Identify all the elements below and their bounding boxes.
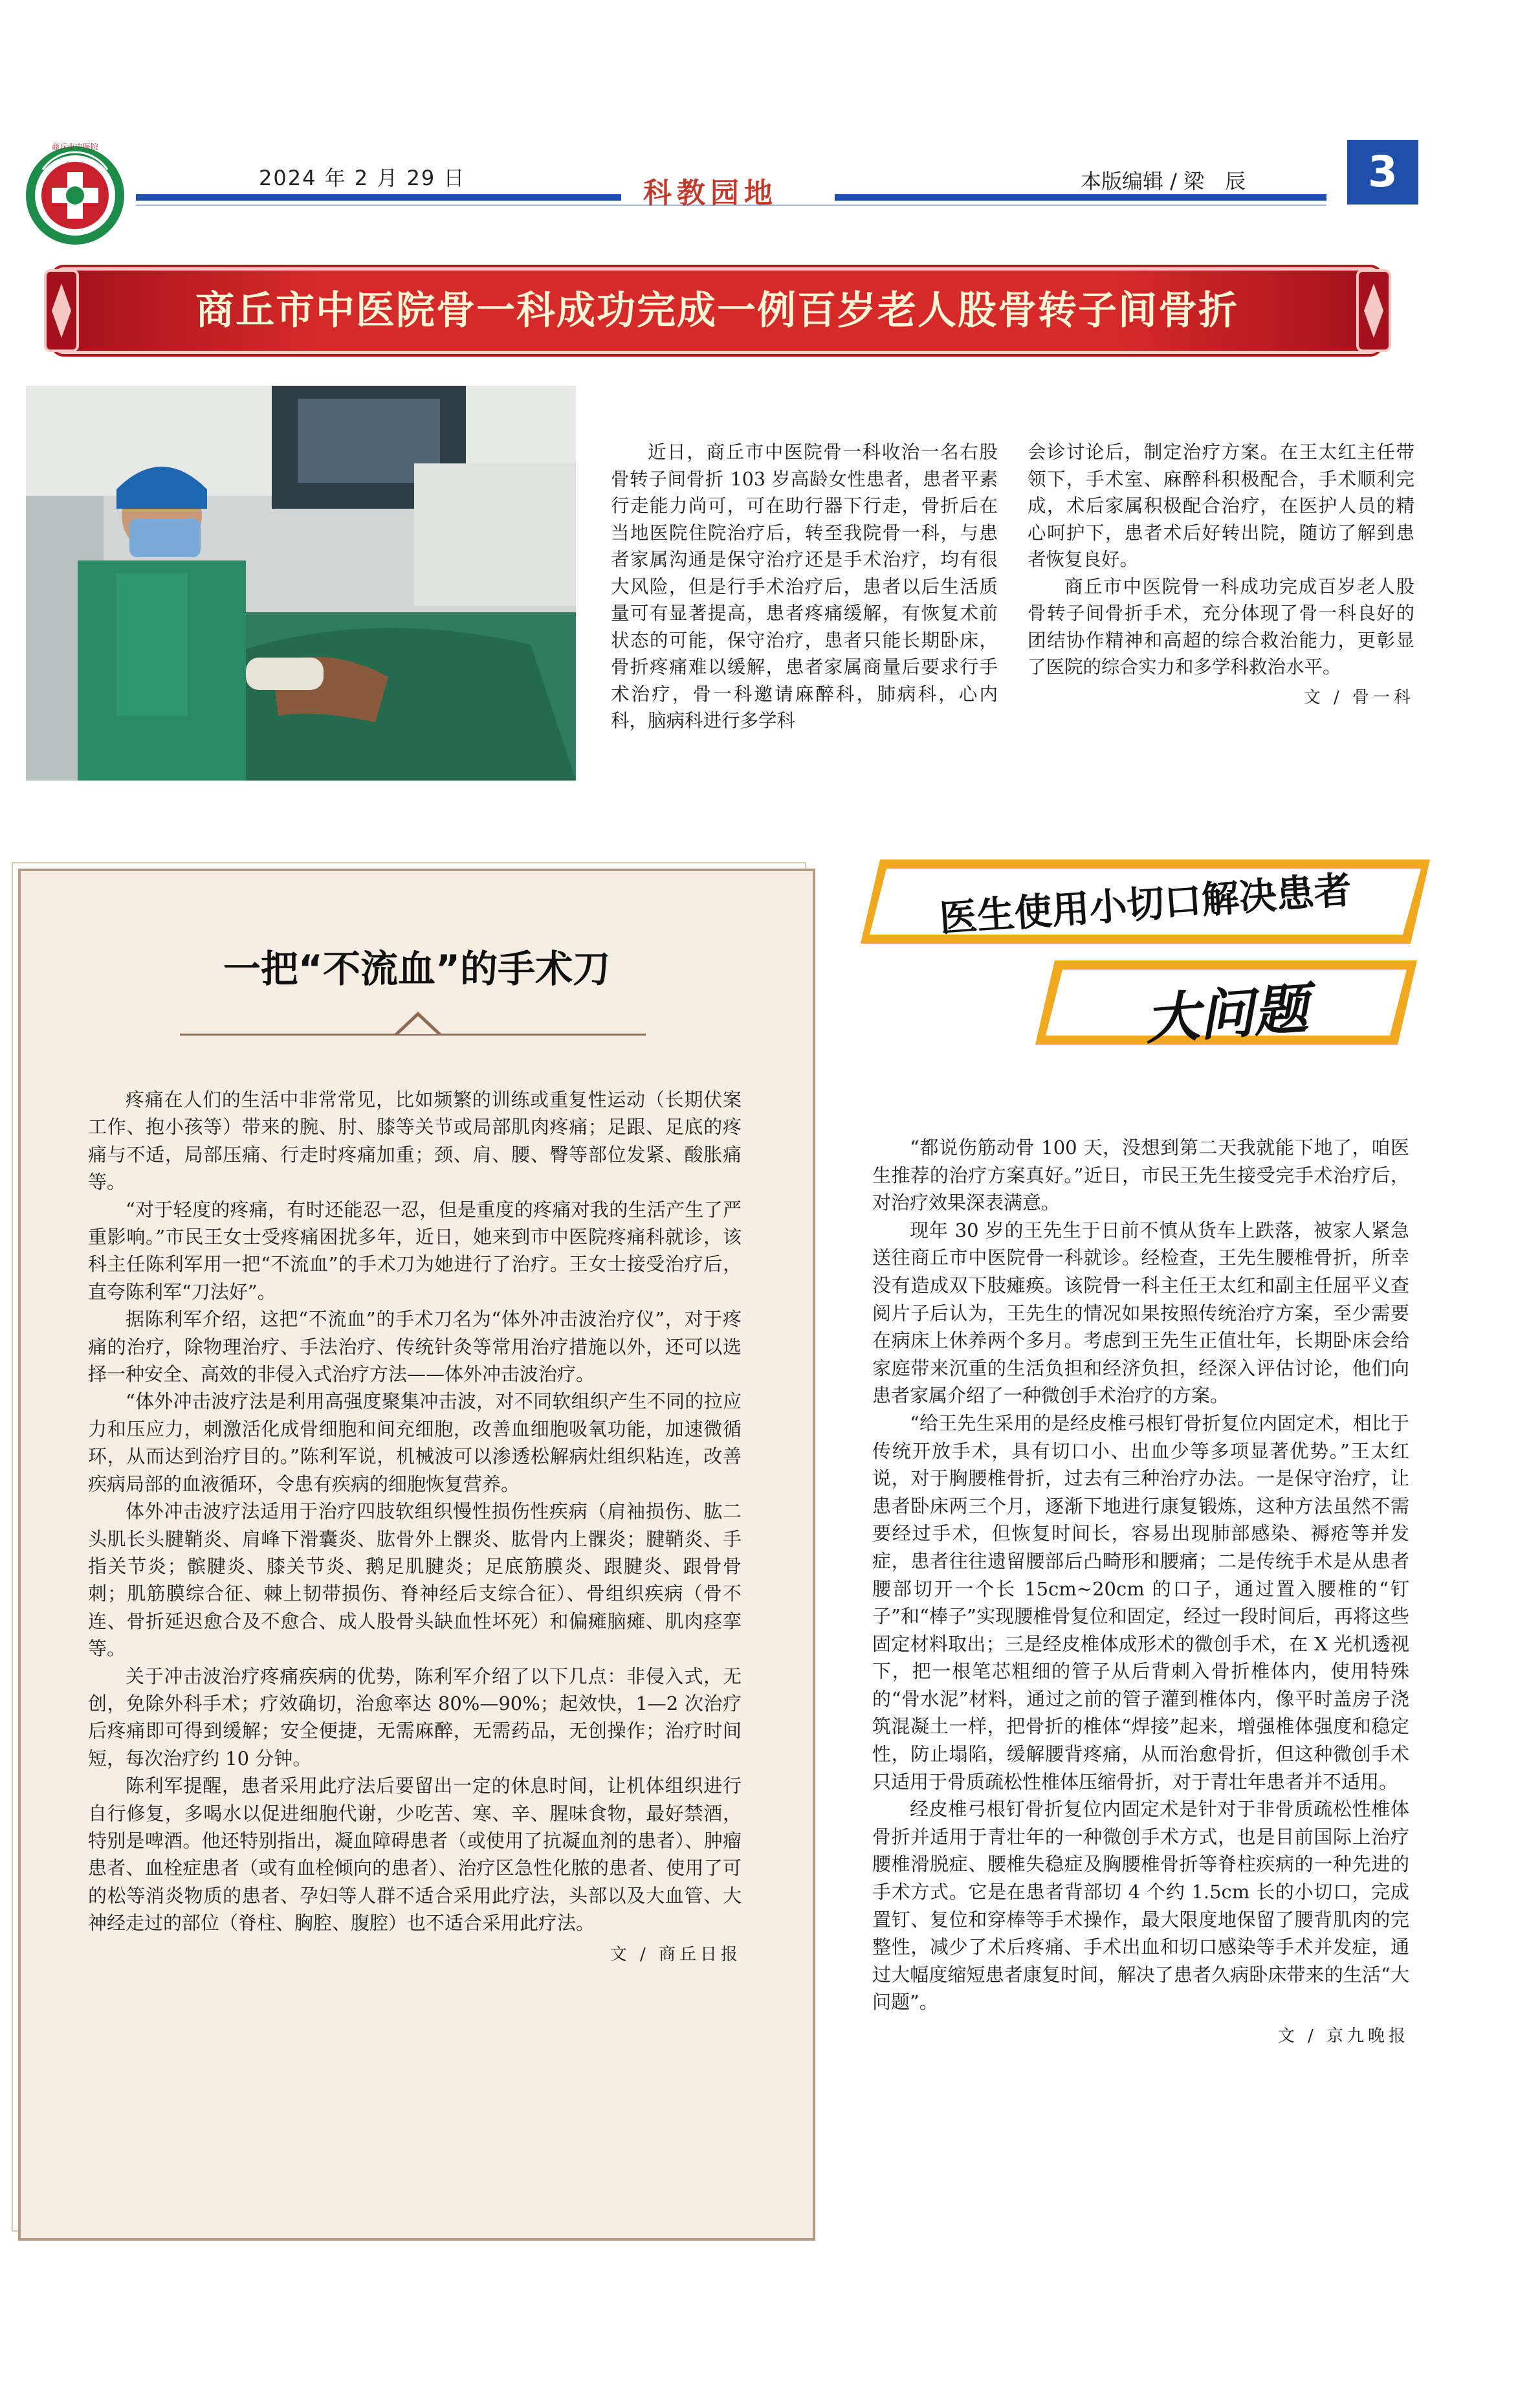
story2-body bbox=[88, 1086, 742, 1968]
story2-paragraph: 陈利军提醒，患者采用此疗法后要留出一定的休息时间，让机体组织进行自行修复，多喝水以促进细胞代谢，少吃苦、寒、辛、腥味食物，最好禁酒，特别是啤酒。他还特别指出，凝血障碍患者（或使用了抗凝血剂的患者）、肿瘤患者、血栓症患者（或有血栓倾向的患者）、治疗区急性化脓的患者、使用了可的松等消炎物质的患者、孕妇等人群不适合采用此疗法，头部以及大血管、大神经走过的部位（脊柱、胸腔、腹腔）也不适合采用此疗法。 bbox=[88, 1775, 742, 1935]
story1-credit: 文 / 骨一科 bbox=[1303, 687, 1414, 707]
header-rule-right bbox=[835, 194, 1326, 201]
header-rule-left bbox=[136, 194, 621, 201]
story2-paragraph: 据陈利军介绍，这把“不流血”的手术刀名为“体外冲击波治疗仪”，对于疼痛的治疗，除物理治疗、手法治疗、传统针灸等常用治疗措施以外，还可以选择一种安全、高效的非侵入式治疗方法——体外冲击波治疗。 bbox=[88, 1308, 742, 1386]
surgery-photo bbox=[26, 386, 576, 781]
story1-paragraph: 近日，商丘市中医院骨一科收治一名右股骨转子间骨折 103 岁高龄女性患者，患者平素行走能力尚可，可在助行器下行走，骨折后在当地医院住院治疗后，转至我院骨一科，与患者家属沟通是保守治疗还是手术治疗，均有很大风险，但是行手术治疗后，患者以后生活质量可有显著提高，患者疼痛缓解，有恢复术前状态的可能，保守治疗，患者只能长期卧床，骨折疼痛难以缓解，患者家属商量后要求行手术治疗，骨一科邀请麻醉科，肺病科，心内科，脑病科进行多学科 bbox=[611, 441, 998, 731]
title-rule-triangle-inner bbox=[399, 1016, 437, 1034]
story2-paragraph: 关于冲击波治疗疼痛疾病的优势，陈利军介绍了以下几点：非侵入式，无创，免除外科手术；疗效确切，治愈率达 80%—90%；起效快，1—2 次治疗后疼痛即可得到缓解；安全便捷，无需麻醉，无需药品，无创操作；治疗时间短，每次治疗约 10 分钟。 bbox=[88, 1665, 742, 1769]
page-number: 3 bbox=[1347, 140, 1418, 205]
editor-credit: 本版编辑 / 梁 辰 bbox=[1081, 169, 1246, 194]
story3-body bbox=[872, 1134, 1409, 2050]
story2-paragraph: 疼痛在人们的生活中非常常见，比如频繁的训练或重复性运动（长期伏案工作、抱小孩等）带来的腕、肘、膝等关节或局部肌肉疼痛；足跟、足底的疼痛与不适，局部压痛、行走时疼痛加重；颈、肩、腰、臀等部位发紧、酸胀痛等。 bbox=[88, 1089, 742, 1193]
story2-paragraph: 体外冲击波疗法适用于治疗四肢软组织慢性损伤性疾病（肩袖损伤、肱二头肌长头腱鞘炎、肩峰下滑囊炎、肱骨外上髁炎、肱骨内上髁炎；腱鞘炎、手指关节炎；髌腱炎、膝关节炎、鹅足肌腱炎；足底筋膜炎、跟腱炎、跟骨骨刺；肌筋膜综合征、棘上韧带损伤、脊神经后支综合征）、骨组织疾病（骨不连、骨折延迟愈合及不愈合、成人股骨头缺血性坏死）和偏瘫脑瘫、肌肉痉挛等。 bbox=[88, 1500, 742, 1660]
story2-title: 一把“不流血”的手术刀 bbox=[223, 947, 611, 991]
issue-date: 2024 年 2 月 29 日 bbox=[259, 166, 466, 190]
story3-paragraph: 现年 30 岁的王先生于日前不慎从货车上跌落，被家人紧急送往商丘市中医院骨一科就诊。经检查，王先生腰椎骨折，所幸没有造成双下肢瘫痪。该院骨一科主任王太红和副主任屈平义查阅片子后认为，王先生的情况如果按照传统治疗方案，至少需要在病床上休养两个多月。考虑到王先生正值壮年，长期卧床会给家庭带来沉重的生活负担和经济负担，经深入评估讨论，他们向患者家属介绍了一种微创手术治疗的方案。 bbox=[872, 1219, 1409, 1407]
story3-title-line2: 大问题 bbox=[1143, 977, 1310, 1052]
section-title: 科教园地 bbox=[643, 177, 778, 210]
hospital-logo bbox=[23, 144, 127, 247]
story3-paragraph: “给王先生采用的是经皮椎弓根钉骨折复位内固定术，相比于传统开放手术，具有切口小、出血少等多项显著优势。”王太红说，对于胸腰椎骨折，过去有三种治疗办法。一是保守治疗，让患者卧床两三个月，逐渐下地进行康复锻炼，这种方法虽然不需要经过手术，但恢复时间长，容易出现肺部感染、褥疮等并发症，患者往往遗留腰部后凸畸形和腰痛；二是传统手术是从患者腰部切开一个长 15cm~20cm 的口子，通过置入腰椎的“钉子”和“棒子”实现腰椎骨复位和固定，经过一段时间后，再将这些固定材料取出；三是经皮椎体成形术的微创手术，在 X 光机透视下，把一根笔芯粗细的管子从后背刺入骨折椎体内，使用特殊的“骨水泥”材料，通过之前的管子灌到椎体内，像平时盖房子浇筑混凝土一样，把骨折的椎体“焊接”起来，增强椎体强度和稳定性，防止塌陷，缓解腰背疼痛，从而治愈骨折，但这种微创手术只适用于骨质疏松性椎体压缩骨折，对于青壮年患者并不适用。 bbox=[872, 1412, 1409, 1793]
headline-title: 商丘市中医院骨一科成功完成一例百岁老人股骨转子间骨折 bbox=[195, 288, 1238, 333]
story1-column-2 bbox=[1028, 439, 1414, 711]
story1-paragraph: 会诊讨论后，制定治疗方案。在王太红主任带领下，手术室、麻醉科积极配合，手术顺利完成，术后家属积极配合治疗，在医护人员的精心呵护下，患者术后好转出院，随访了解到患者恢复良好。 bbox=[1028, 441, 1414, 570]
story3-paragraph: 经皮椎弓根钉骨折复位内固定术是针对于非骨质疏松性椎体骨折并适用于青壮年的一种微创手术方式，也是目前国际上治疗腰椎滑脱症、腰椎失稳症及胸腰椎骨折等脊柱疾病的一种先进的手术方式。它是在患者背部切 4 个约 1.5cm 长的小切口，完成置钉、复位和穿棒等手术操作，最大限度地保留了腰背肌肉的完整性，减少了术后疼痛、手术出血和切口感染等手术并发症，通过大幅度缩短患者康复时间，解决了患者久病卧床带来的生活“大问题”。 bbox=[872, 1798, 1409, 2013]
header-rule-thin bbox=[136, 205, 1326, 206]
story2-paragraph: “对于轻度的疼痛，有时还能忍一忍，但是重度的疼痛对我的生活产生了严重影响。”市民王女士受疼痛困扰多年，近日，她来到市中医院疼痛科就诊，该科主任陈利军用一把“不流血”的手术刀为她进行了治疗。王女士接受治疗后，直夸陈利军“刀法好”。 bbox=[88, 1198, 742, 1303]
story3-credit: 文 / 京九晚报 bbox=[1277, 2026, 1409, 2046]
story3-title-line1: 医生使用小切口解决患者 bbox=[938, 867, 1353, 941]
story2-credit: 文 / 商丘日报 bbox=[610, 1944, 742, 1964]
logo-text: 商丘市中医院 bbox=[51, 142, 98, 151]
story1-column-1 bbox=[611, 439, 998, 735]
story2-paragraph: “体外冲击波疗法是利用高强度聚集冲击波，对不同软组织产生不同的拉应力和压应力，刺激活化成骨细胞和间充细胞，改善血细胞吸氧功能，加速微循环，从而达到治疗目的。”陈利军说，机械波可以渗透松解病灶组织粘连，改善疾病局部的血液循环，令患有疾病的细胞恢复营养。 bbox=[88, 1390, 742, 1495]
story1-paragraph: 商丘市中医院骨一科成功完成百岁老人股骨转子间骨折手术，充分体现了骨一科良好的团结协作精神和高超的综合救治能力，更彰显了医院的综合实力和多学科救治水平。 bbox=[1028, 575, 1414, 678]
story3-paragraph: “都说伤筋动骨 100 天，没想到第二天我就能下地了，咱医生推荐的治疗方案真好。”近日，市民王先生接受完手术治疗后，对治疗效果深表满意。 bbox=[872, 1137, 1409, 1214]
